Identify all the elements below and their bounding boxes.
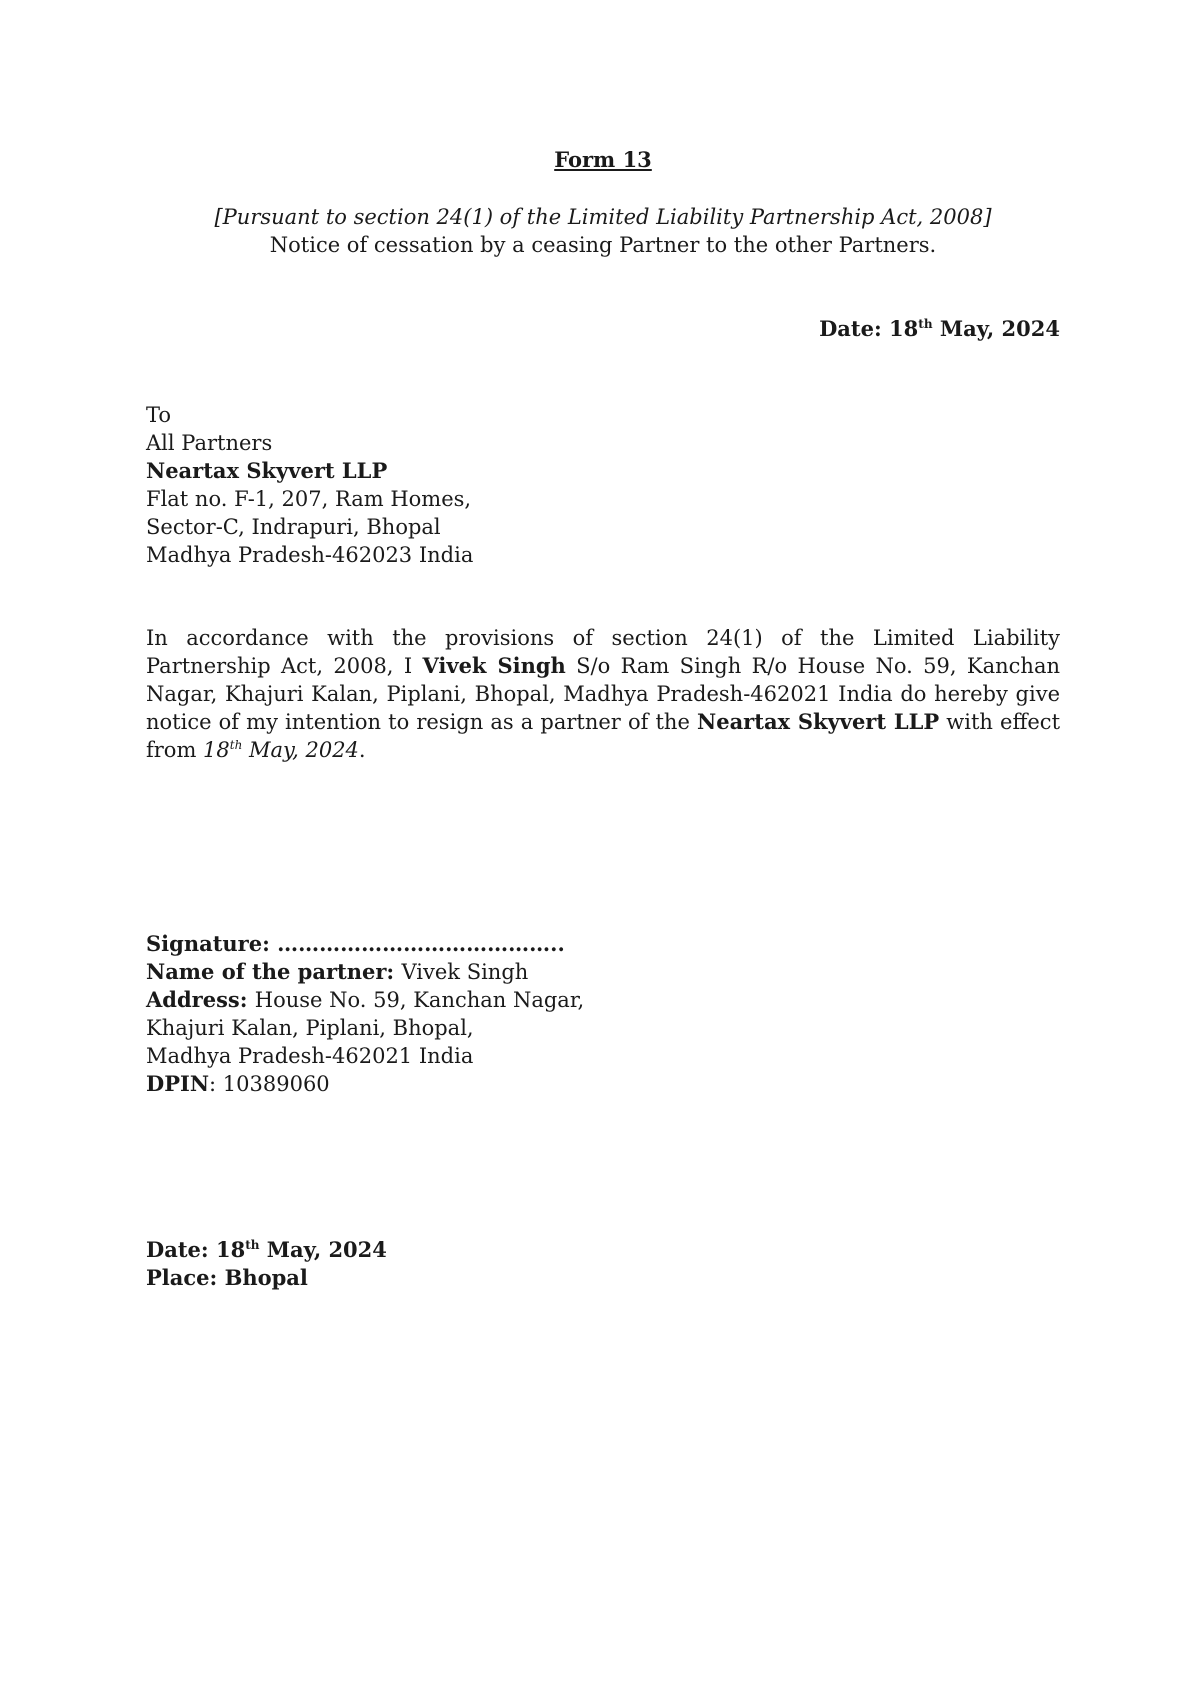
partner-name-line — [146, 958, 1060, 986]
body-eff-rest: May, 2024 — [242, 738, 359, 762]
dpin-value: : 10389060 — [209, 1072, 330, 1096]
recipient-address-line1: Flat no. F-1, 207, Ram Homes, — [146, 487, 472, 511]
body-effective-date — [203, 738, 359, 762]
recipient-all-partners: All Partners — [146, 431, 273, 455]
form-subtitle: [Pursuant to section 24(1) of the Limited Liability Partnership Act, 2008] — [214, 205, 992, 229]
dpin-line — [146, 1070, 1060, 1098]
signature-block — [146, 930, 1060, 1098]
recipient-company: Neartax Skyvert LLP — [146, 458, 388, 483]
partner-name-value: Vivek Singh — [401, 960, 529, 984]
partner-address-label: Address: — [146, 987, 255, 1012]
footer-date-suffix: th — [245, 1238, 260, 1252]
notice-body — [146, 624, 1060, 764]
footer-block — [146, 1236, 1060, 1292]
form-title: Form 13 — [554, 147, 652, 172]
body-eff-day: 18 — [203, 738, 230, 762]
partner-address-line1 — [146, 986, 1060, 1014]
top-date-rest: May, 2024 — [932, 316, 1060, 341]
top-date-label: Date: — [819, 316, 890, 341]
footer-date-day: 18 — [215, 1237, 246, 1262]
partner-name-label: Name of the partner: — [146, 959, 402, 984]
body-part2: S/o Ram Singh R/o House No. 59, Kanchan Nagar, Khajuri Kalan, Piplani, Bhopal, Madhya Pradesh-462021 India do hereby give notice of my intention to resign as a partner of the — [146, 654, 1060, 734]
partner-address-value1: House No. 59, Kanchan Nagar, — [254, 988, 585, 1012]
recipient-address-line2: Sector-C, Indrapuri, Bhopal — [146, 515, 441, 539]
dpin-label: DPIN — [146, 1071, 210, 1096]
recipient-address-line3: Madhya Pradesh-462023 India — [146, 543, 474, 567]
body-eff-suffix: th — [229, 738, 243, 752]
partner-address-line3: Madhya Pradesh-462021 India — [146, 1044, 474, 1068]
footer-date-label: Date: — [146, 1237, 216, 1262]
footer-place: Place: Bhopal — [146, 1265, 308, 1290]
body-company: Neartax Skyvert LLP — [697, 709, 940, 734]
top-date — [146, 315, 1060, 343]
body-part1: In accordance with the provisions of section 24(1) of the Limited Liability Partnership Act, 2008, I — [146, 626, 1060, 678]
recipient-to: To — [146, 403, 172, 427]
form-description: Notice of cessation by a ceasing Partner to the other Partners. — [269, 233, 937, 257]
body-end: . — [358, 738, 366, 762]
body-part3: with effect from — [146, 710, 1061, 762]
partner-address-line2: Khajuri Kalan, Piplani, Bhopal, — [146, 1016, 474, 1040]
signature-dots: ………………………………….. — [277, 931, 565, 956]
signature-line — [146, 930, 1060, 958]
top-date-suffix: th — [918, 317, 933, 331]
signature-label: Signature: — [146, 931, 278, 956]
footer-date — [146, 1236, 1060, 1264]
footer-date-rest: May, 2024 — [259, 1237, 387, 1262]
top-date-day: 18 — [889, 316, 919, 341]
recipient-block — [146, 401, 1060, 569]
body-partner-name: Vivek Singh — [422, 653, 566, 678]
